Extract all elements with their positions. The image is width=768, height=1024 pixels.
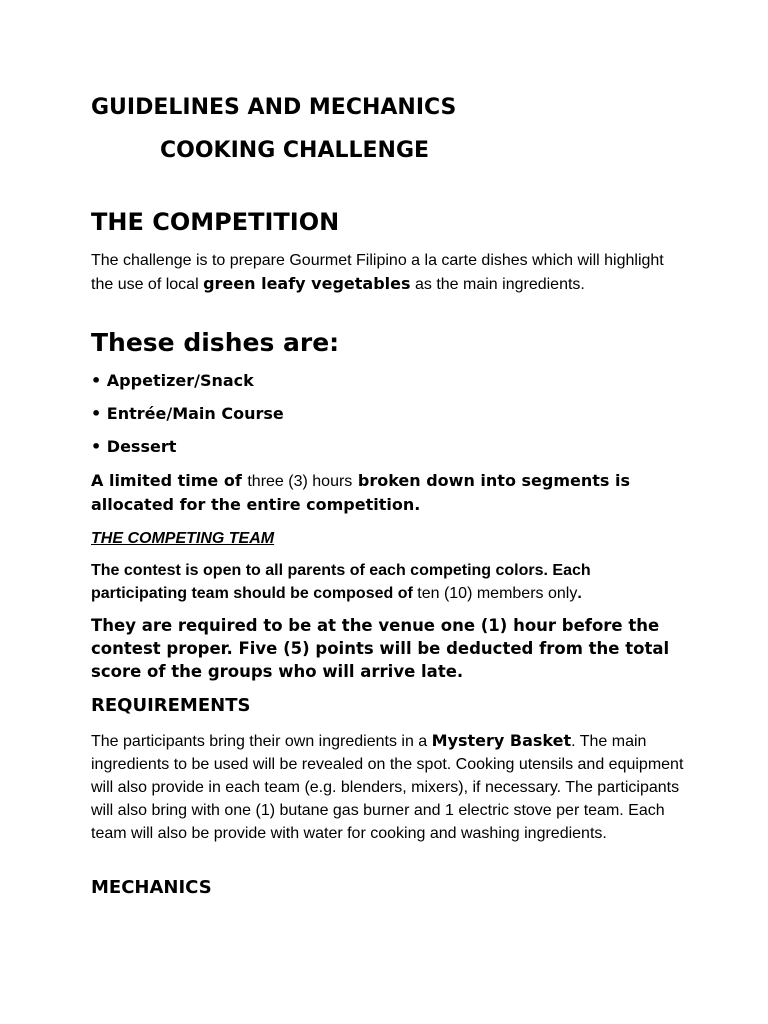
competing-team-heading: THE COMPETING TEAM [91,530,275,547]
requirements-text-start: The participants bring their own ingredients in a [91,733,432,750]
document-subtitle: COOKING CHALLENGE [160,138,430,163]
competing-team-paragraph [91,559,686,605]
requirements-text-end: . The main ingredients to be used will be revealed on the spot. Cooking utensils and equipment will also provide in each team (e.g. blenders, mixers), if necessary. The participants will also bring with one (1) butane gas burner and 1 electric stove per team. Each team will also be provide with water for cooking and washing ingredients. [91,733,684,842]
competition-text-emphasis: green leafy vegetables [203,274,411,293]
dishes-heading: These dishes are: [91,328,340,357]
requirements-heading: REQUIREMENTS [91,695,251,716]
dish-item-entree: • Entrée/Main Course [91,404,284,423]
dish-item-dessert: • Dessert [91,437,177,456]
requirements-paragraph [91,729,691,845]
time-limit-paragraph [91,469,686,516]
time-limit-text-start: A limited time of [91,471,248,490]
team-size: ten (10) members only [417,585,578,602]
mechanics-heading: MECHANICS [91,877,212,898]
mystery-basket-label: Mystery Basket [431,731,572,750]
time-limit-duration: three (3) hours [247,473,353,490]
time-limit-text-end: broken down into segments is allocated for the entire competition. [91,471,630,514]
document-title: GUIDELINES AND MECHANICS [91,95,457,120]
dish-item-appetizer: • Appetizer/Snack [91,371,254,390]
competition-heading: THE COMPETITION [91,208,340,236]
competition-paragraph [91,249,686,296]
competing-team-text: The contest is open to all parents of each competing colors. Each participating team should be composed of [91,562,591,602]
team-size-period: . [577,585,582,602]
competition-text-end: as the main ingredients. [410,276,585,293]
arrival-rule-paragraph: They are required to be at the venue one (1) hour before the contest proper. Five (5) points will be deducted from the total score of the groups who will arrive late. [91,616,670,681]
competition-text-start: The challenge is to prepare Gourmet Filipino a la carte dishes which will highlight the use of local [91,252,664,293]
